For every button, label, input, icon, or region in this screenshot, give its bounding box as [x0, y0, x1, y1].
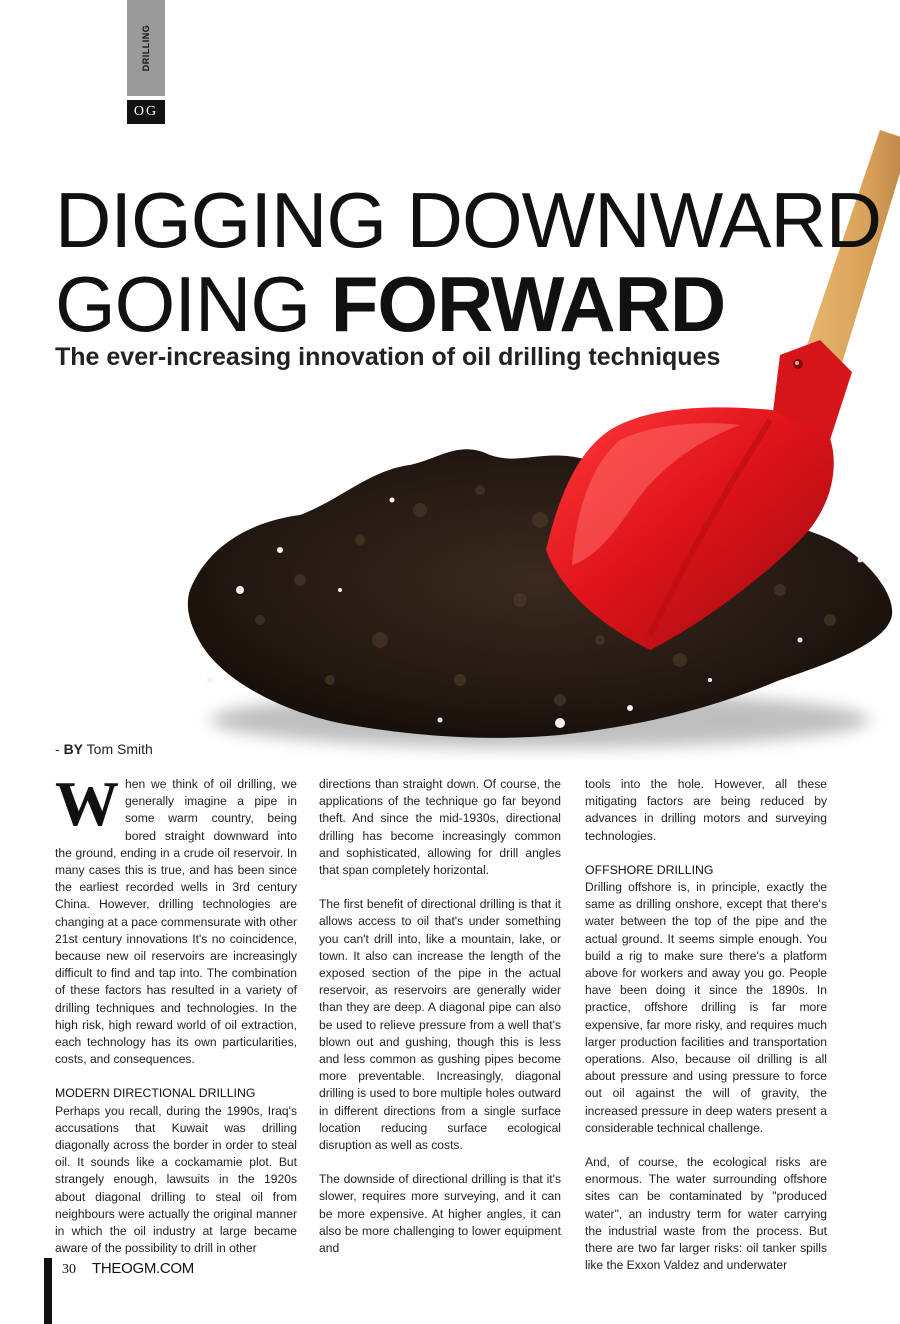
page-number: 30: [62, 1262, 76, 1277]
paragraph-text: hen we think of oil drilling, we generally imagine a pipe in some warm country, being bored straight downward into the ground, ending in a crude oil reservoir. In many cases this is true, and has been since the earliest recorded wells in 3rd century China. However, drilling technologies are changing at a pace commensurate with other 21st century innovations It's no coincidence, because new oil reservoirs are increasingly difficult to find and tap into. The combination of these factors has resulted in a variety of drilling techniques and technologies. In the high risk, high reward world of oil extraction, each technology has its own particularities, costs, and consequences.: [55, 777, 297, 1067]
footer-bar: [44, 1258, 52, 1324]
article-column-1: [55, 768, 297, 1274]
article-paragraph: And, of course, the ecological risks are enormous. The water surrounding offshore sites can be contaminated by "produced water", an industry term for water carrying the industrial waste from the process. But there are two far larger risks: oil tanker spills like the Exxon Valdez and underwater: [585, 1155, 827, 1273]
byline: [55, 741, 153, 757]
article-paragraph: directions than straight down. Of course, the applications of the technique go far beyond theft. And since the mid-1930s, directional drilling has become increasingly common and sophisticated, allowing for drill angles that span completely horizontal.: [319, 777, 561, 878]
article-column-3: [585, 776, 827, 1291]
drop-cap: W: [55, 768, 119, 839]
section-heading-offshore: OFFSHORE DRILLING: [585, 862, 714, 877]
byline-author: Tom Smith: [86, 741, 153, 757]
byline-by: BY: [63, 741, 84, 757]
article-paragraph: The first benefit of directional drilling is that it allows access to oil that's under something you can't drill into, like a mountain, lake, or town. It also can increase the length of the exposed section of the pipe in the actual reservoir, as reservoirs are generally wider than they are deep. A diagonal pipe can also be used to relieve pressure from a well that's blown out and gushing, though this is less and less common as gushing pipes become more preventable. Increasingly, diagonal drilling is used to bore multiple holes outward in different directions from a single surface location reducing surface ecological disruption as well as costs.: [319, 897, 561, 1153]
subtitle: [55, 343, 720, 372]
footer-site-link[interactable]: THEOGM.COM: [92, 1260, 194, 1277]
article-paragraph: Drilling offshore is, in principle, exactly the same as drilling onshore, except that there's water between the top of the pipe and the actual ground. It seems simple enough. You build a rig to make sure there's a platform above for workers and away you go. People have been doing it since the 1890s. In practice, offshore drilling is far more expensive, far more risky, and requires much larger production facilities and transportation operations. Also, because oil drilling is all about pressure and using pressure to force out oil against the will of gravity, the increased pressure in deep waters present a considerable technical challenge.: [585, 880, 827, 1135]
section-tab: [127, 0, 165, 96]
og-badge: OG: [127, 100, 165, 124]
article-paragraph: Perhaps you recall, during the 1990s, Iraq's accusations that Kuwait was drilling diagonally across the border in order to steal oil. It sounds like a cockamamie plot. But strangely enough, lawsuits in the 1920s about diagonal drilling to steal oil from neighbours were actually the original manner in which the oil industry at large became aware of the possibility to drill in other: [55, 1103, 297, 1256]
article-column-2: [319, 776, 561, 1274]
headline-line2-regular: GOING: [55, 260, 331, 348]
subtitle-regular: The ever-increasing innovation of oil: [55, 343, 499, 371]
article-paragraph: The downside of directional drilling is that it's slower, requires more surveying, and it can be more expensive. At higher angles, it can also be more challenging to lower equipment and: [319, 1172, 561, 1256]
section-heading-directional: MODERN DIRECTIONAL DRILLING: [55, 1086, 256, 1101]
headline: [55, 178, 881, 346]
section-label: DRILLING: [141, 24, 151, 72]
article-paragraph: [55, 768, 297, 1068]
article-paragraph: tools into the hole. However, all these mitigating factors are being reduced by advances in drilling motors and surveying technologies.: [585, 777, 827, 843]
byline-prefix: -: [55, 741, 64, 757]
headline-line1: DIGGING DOWNWARD: [55, 176, 882, 264]
headline-line2-bold: FORWARD: [330, 260, 726, 348]
subtitle-bold: drilling techniques: [498, 343, 721, 371]
